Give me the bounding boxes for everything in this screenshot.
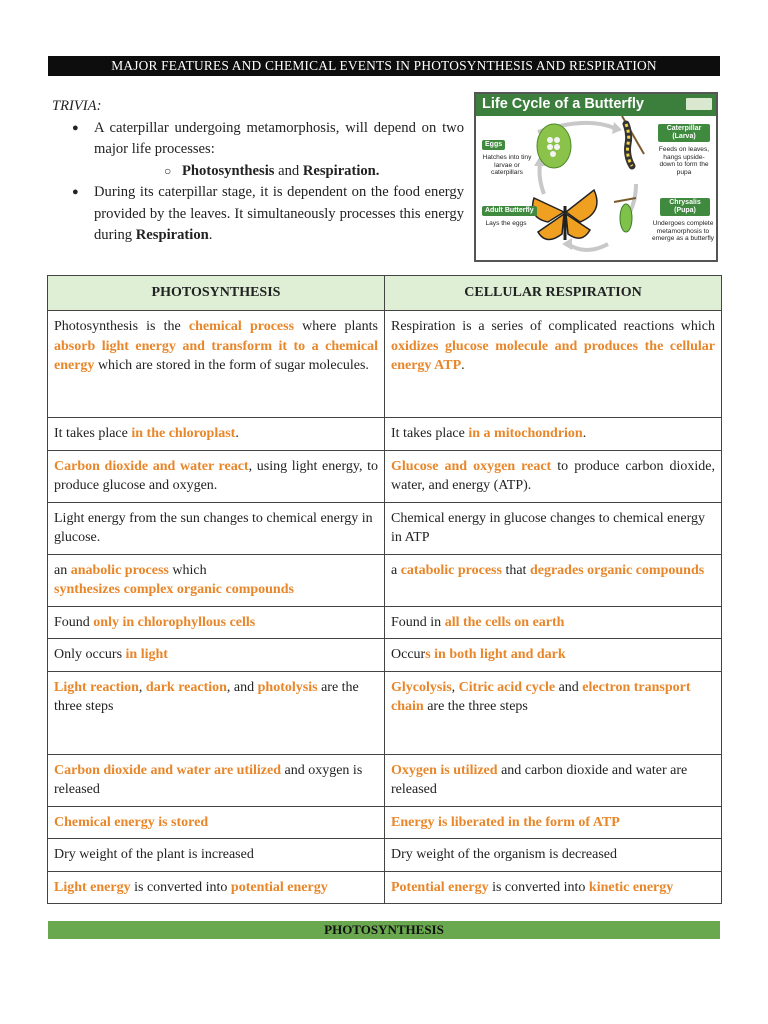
- trivia-bullet-2: [52, 182, 464, 247]
- butterfly-lifecycle-figure: [474, 92, 718, 262]
- trivia-bullet-1-text: A caterpillar undergoing metamorphosis, will depend on two major life processes:: [94, 119, 464, 157]
- respiration-cell: [385, 554, 722, 606]
- cell-text: Found in: [391, 614, 445, 630]
- adult-butterfly-label: Adult Butterfly: [482, 206, 537, 216]
- page-title: MAJOR FEATURES AND CHEMICAL EVENTS IN PHOTOSYNTHESIS AND RESPIRATION: [48, 56, 720, 76]
- highlighted-text: oxidizes glucose molecule and produces the cellular energy ATP: [391, 338, 715, 373]
- highlighted-text: Carbon dioxide and water react: [54, 458, 249, 474]
- cell-text: It takes place: [391, 426, 469, 441]
- photosynthesis-cell: [48, 754, 385, 806]
- cell-text: Dry weight of the plant is increased: [54, 847, 254, 862]
- cell-text: are the three steps: [423, 699, 528, 714]
- cell-text: an: [54, 562, 71, 578]
- chrysalis: [620, 204, 632, 232]
- cell-text: and oxygen is released: [54, 762, 363, 797]
- table-header-row: [48, 276, 722, 311]
- table-row: [48, 639, 722, 672]
- cell-text: ,: [451, 679, 459, 695]
- eggs-label: Eggs: [482, 140, 505, 150]
- highlighted-text: absorb light energy and transform it to a chemical energy: [54, 338, 378, 373]
- highlighted-text: synthesizes complex organic compounds: [54, 582, 294, 597]
- lifecycle-header: [476, 94, 716, 116]
- table-row: [48, 450, 722, 502]
- table-row: [48, 554, 722, 606]
- cell-text: Photosynthesis is the: [54, 319, 189, 334]
- cell-text: .: [235, 426, 239, 441]
- photosynthesis-cell: [48, 639, 385, 672]
- highlighted-text: Oxygen is utilized: [391, 762, 498, 778]
- table-row: [48, 418, 722, 451]
- highlighted-text: all the cells on earth: [444, 614, 565, 630]
- cell-text: Respiration is a series of complicated reactions which: [391, 319, 715, 334]
- cell-text: .: [582, 426, 587, 441]
- trivia-section: [52, 96, 464, 247]
- highlighted-text: in light: [125, 647, 168, 662]
- cell-text: ,: [138, 679, 146, 695]
- cell-text: Occur: [391, 647, 426, 662]
- highlighted-text: anabolic process: [70, 562, 169, 578]
- highlighted-text: Citric acid cycle: [458, 679, 556, 695]
- header-photosynthesis: PHOTOSYNTHESIS: [48, 276, 385, 311]
- eggs-description: Hatches into tiny larvae or caterpillars: [482, 154, 532, 176]
- highlighted-text: Chemical energy is stored: [54, 814, 209, 830]
- cell-text: It takes place: [54, 426, 132, 441]
- header-cellular-respiration: CELLULAR RESPIRATION: [385, 276, 722, 311]
- photosynthesis-cell: [48, 450, 385, 502]
- cell-text: where plants: [294, 319, 378, 334]
- sub-respiration: Respiration.: [302, 162, 380, 179]
- trivia-heading: TRIVIA:: [52, 98, 102, 114]
- trivia-sub-item: [94, 161, 464, 183]
- cell-text: which are stored in the form of sugar molecules.: [94, 358, 369, 373]
- trivia-bullet-1: [52, 118, 464, 183]
- cell-text: Dry weight of the organism is decreased: [391, 847, 618, 862]
- arrow-chrysalis-to-adult: [568, 244, 608, 250]
- photosynthesis-cell: [48, 671, 385, 754]
- respiration-cell: [385, 418, 722, 451]
- cell-text: , and: [226, 679, 258, 695]
- respiration-cell: [385, 450, 722, 502]
- cell-text: which: [168, 562, 207, 578]
- caterpillar-description: Feeds on leaves, hangs upside-down to form the pupa: [658, 146, 710, 176]
- comparison-table: [47, 275, 722, 904]
- egg-leaf: [537, 124, 571, 168]
- publisher-logo-icon: [686, 98, 712, 110]
- highlighted-text: Potential energy: [391, 879, 489, 895]
- respiration-cell: [385, 311, 722, 418]
- highlighted-text: Light reaction: [54, 679, 139, 695]
- cell-text: Chemical energy in glucose changes to chemical energy in ATP: [391, 510, 705, 545]
- respiration-cell: [385, 754, 722, 806]
- table-row: [48, 606, 722, 639]
- highlighted-text: s in both light and dark: [425, 647, 566, 662]
- cell-text: Found: [54, 614, 94, 630]
- respiration-cell: [385, 839, 722, 872]
- respiration-cell: [385, 871, 722, 904]
- highlighted-text: in a mitochondrion: [468, 426, 583, 441]
- respiration-cell: [385, 502, 722, 554]
- highlighted-text: only in chlorophyllous cells: [93, 614, 256, 630]
- highlighted-text: kinetic energy: [588, 879, 674, 895]
- respiration-cell: [385, 806, 722, 839]
- photosynthesis-cell: [48, 311, 385, 418]
- photosynthesis-cell: [48, 418, 385, 451]
- respiration-cell: [385, 639, 722, 672]
- photosynthesis-cell: [48, 606, 385, 639]
- photosynthesis-cell: [48, 502, 385, 554]
- sub-and: and: [274, 162, 303, 179]
- highlighted-text: Light energy: [54, 879, 131, 895]
- caterpillar-label: Caterpillar (Larva): [658, 124, 710, 142]
- highlighted-text: Glycolysis: [391, 679, 452, 695]
- highlighted-text: dark reaction: [145, 679, 227, 695]
- trivia-bullet-2-text: During its caterpillar stage, it is dependent on the food energy provided by the leaves. It simultaneously processes this energy during: [94, 184, 464, 243]
- highlighted-text: degrades organic compounds: [529, 562, 705, 578]
- adult-butterfly-description: Lays the eggs: [485, 220, 527, 227]
- table-row: [48, 754, 722, 806]
- cell-text: .: [461, 358, 465, 373]
- adult-butterfly: [533, 190, 597, 240]
- chrysalis-label: Chrysalis (Pupa): [660, 198, 710, 216]
- highlighted-text: catabolic process: [400, 562, 502, 578]
- table-row: [48, 671, 722, 754]
- comparison-table-body: [48, 311, 722, 904]
- cell-text: that: [501, 562, 530, 578]
- highlighted-text: Energy is liberated in the form of ATP: [391, 814, 620, 830]
- highlighted-text: Carbon dioxide and water are utilized: [54, 762, 281, 778]
- table-row: [48, 311, 722, 418]
- highlighted-text: chemical process: [188, 319, 295, 334]
- cell-text: and: [555, 679, 583, 695]
- table-row: [48, 871, 722, 904]
- cell-text: a: [391, 562, 401, 578]
- sub-photosynthesis: Photosynthesis: [182, 162, 275, 179]
- photosynthesis-cell: [48, 554, 385, 606]
- photosynthesis-cell: [48, 839, 385, 872]
- highlighted-text: Glucose and oxygen react: [391, 458, 552, 474]
- trivia-list: [52, 118, 464, 247]
- table-row: [48, 839, 722, 872]
- cell-text: are the three steps: [54, 679, 359, 714]
- table-row: [48, 502, 722, 554]
- cell-text: is converted into: [130, 879, 231, 895]
- highlighted-text: potential energy: [230, 879, 328, 895]
- chrysalis-description: Undergoes complete metamorphosis to emerge as a butterfly: [652, 220, 714, 242]
- cell-text: and carbon dioxide and water are released: [391, 762, 688, 797]
- photosynthesis-cell: [48, 871, 385, 904]
- table-row: [48, 806, 722, 839]
- cell-text: is converted into: [488, 879, 589, 895]
- section-heading-photosynthesis: PHOTOSYNTHESIS: [48, 921, 720, 939]
- lifecycle-title: Life Cycle of a Butterfly: [482, 96, 644, 112]
- photosynthesis-cell: [48, 806, 385, 839]
- cell-text: , using light energy, to produce glucose and oxygen.: [54, 458, 378, 493]
- highlighted-text: in the chloroplast: [131, 426, 236, 441]
- highlighted-text: electron transport chain: [391, 679, 691, 714]
- cell-text: Only occurs: [54, 647, 126, 662]
- trivia-bullet-2-end: .: [208, 227, 213, 243]
- respiration-cell: [385, 606, 722, 639]
- cell-text: Light energy from the sun changes to chemical energy in glucose.: [54, 510, 373, 545]
- trivia-bullet-2-bold: Respiration: [135, 227, 209, 243]
- highlighted-text: photolysis: [257, 679, 318, 695]
- respiration-cell: [385, 671, 722, 754]
- cell-text: to produce carbon dioxide, water, and energy (ATP).: [391, 458, 715, 493]
- arrow-adult-to-eggs: [540, 164, 545, 194]
